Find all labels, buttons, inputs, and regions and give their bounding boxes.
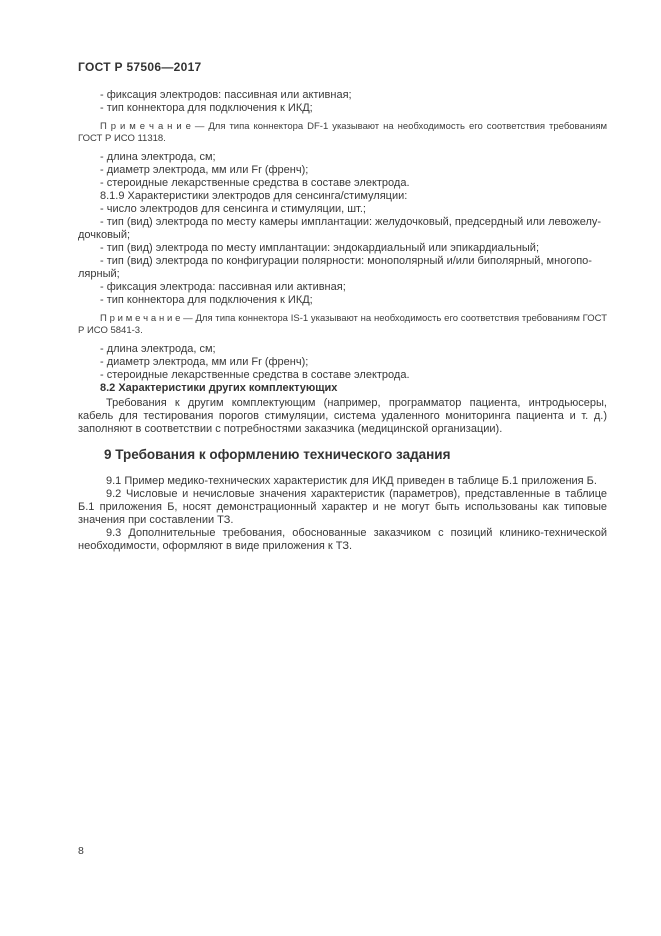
body-paragraph: Требования к другим комплектующим (например, программатор пациента, интродьюсеры, кабель для тестирования порогов стимуляции, система удаленного мониторинга пациента и т. д.) заполняют в соответствии с потребностями заказчика (медицинской организации). [78, 397, 607, 435]
list-item: - тип коннектора для подключения к ИКД; [100, 294, 313, 306]
list-item: - число электродов для сенсинга и стимуляции, шт.; [100, 203, 366, 215]
list-item: - тип (вид) электрода по конфигурации полярности: монополярный и/или биполярный, многополярный; [78, 255, 592, 280]
page-number: 8 [78, 845, 84, 857]
list-item: - тип (вид) электрода по месту камеры имплантации: желудочковый, предсердный или левожелудочковый; [78, 216, 602, 241]
document-header: ГОСТ Р 57506—2017 [78, 60, 202, 74]
list-item: - тип (вид) электрода по месту имплантации: эндокардиальный или эпикардиальный; [100, 242, 540, 254]
list-item: - стероидные лекарственные средства в составе электрода. [100, 177, 410, 189]
list-item: - стероидные лекарственные средства в составе электрода. [100, 369, 410, 381]
body-paragraph: 9.3 Дополнительные требования, обоснованные заказчиком с позиций клинико-технической необходимости, оформляют в виде приложения к ТЗ. [78, 527, 607, 552]
note-paragraph: П р и м е ч а н и е — Для типа коннектора IS-1 указывают на необходимость его соответствия требованиям ГОСТ Р ИСО 5841-3. [78, 313, 607, 336]
body-paragraph: 9.1 Пример медико-технических характеристик для ИКД приведен в таблице Б.1 приложения Б. [106, 475, 597, 487]
list-item: - диаметр электрода, мм или Fr (френч); [100, 164, 309, 176]
list-item: - фиксация электродов: пассивная или активная; [100, 89, 352, 101]
note-paragraph: П р и м е ч а н и е — Для типа коннектора DF-1 указывают на необходимость его соответствия требованиям ГОСТ Р ИСО 11318. [78, 121, 607, 144]
clause-subheading: 8.2 Характеристики других комплектующих [100, 382, 338, 394]
document-content [78, 89, 607, 553]
section-heading: 9 Требования к оформлению технического задания [104, 447, 451, 462]
clause-text: 8.1.9 Характеристики электродов для сенсинга/стимуляции: [100, 190, 408, 202]
list-item: - длина электрода, см; [100, 343, 216, 355]
list-item: - тип коннектора для подключения к ИКД; [100, 102, 313, 114]
list-item: - длина электрода, см; [100, 151, 216, 163]
body-paragraph: 9.2 Числовые и нечисловые значения характеристик (параметров), представленные в таблице Б.1 приложения Б, носят демонстрационный характер и не могут быть использованы как типовые значения при составлении ТЗ. [78, 488, 607, 526]
list-item: - фиксация электрода: пассивная или активная; [100, 281, 346, 293]
list-item: - диаметр электрода, мм или Fr (френч); [100, 356, 309, 368]
